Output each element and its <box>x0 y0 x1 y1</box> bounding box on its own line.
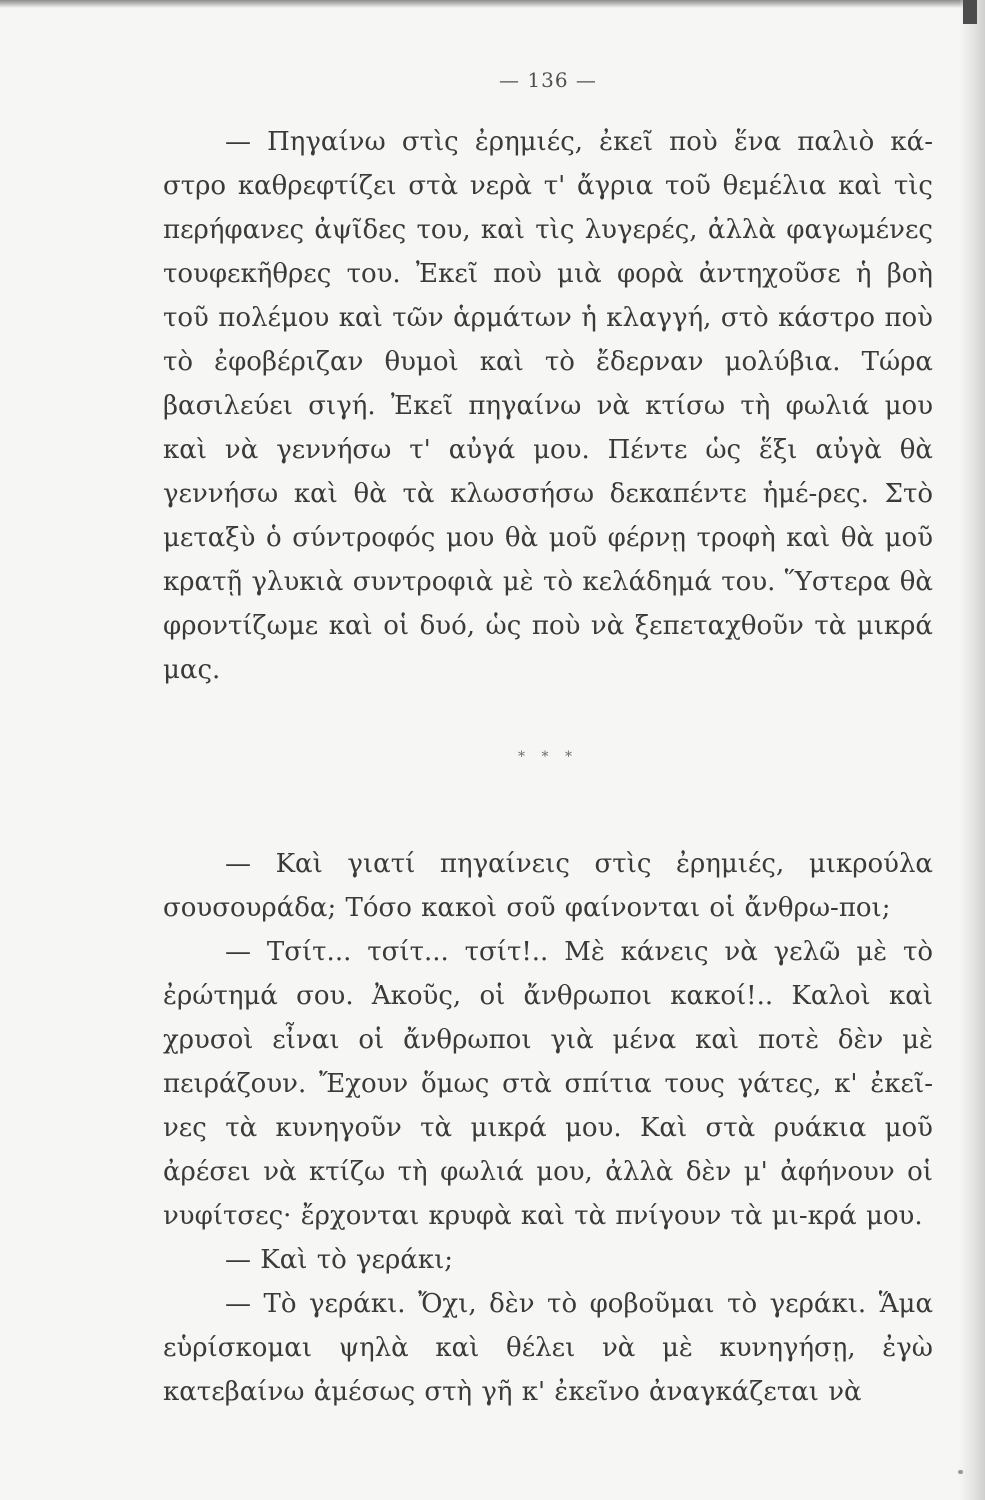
paragraph-nest-plan: — Πηγαίνω στὶς ἐρημιές, ἐκεῖ ποὺ ἕνα παλιὸ κά-στρο καθρεφτίζει στὰ νερὰ τ' ἄγρια τοῦ θεμέλια καὶ τὶς περήφανες ἀψῖδες του, καὶ τὶς λυγερές, ἀλλὰ φαγωμένες τουφεκῆθρες του. Ἐκεῖ ποὺ μιὰ φορὰ ἀντηχοῦσε ἡ βοὴ τοῦ πολέμου καὶ τῶν ἁρμάτων ἡ κλαγγή, στὸ κάστρο ποὺ τὸ ἐφοβέριζαν θυμοὶ καὶ τὸ ἔδερναν μολύβια. Τώρα βασιλεύει σιγή. Ἐκεῖ πηγαίνω νὰ κτίσω τὴ φωλιά μου καὶ νὰ γεννήσω τ' αὐγά μου. Πέντε ὡς ἕξι αὐγὰ θὰ γεννήσω καὶ θὰ τὰ κλωσσήσω δεκαπέντε ἡμέ-ρες. Στὸ μεταξὺ ὁ σύντροφός μου θὰ μοῦ φέρνῃ τροφὴ καὶ θὰ μοῦ κρατῇ γλυκιὰ συντροφιὰ μὲ τὸ κελάδημά του. Ὕστερα θὰ φροντίζωμε καὶ οἱ δυό, ὡς ποὺ νὰ ξεπεταχθοῦν τὰ μικρά μας. <box>163 127 933 685</box>
paragraph-answer-people: — Τσίτ... τσίτ... τσίτ!.. Μὲ κάνεις νὰ γελῶ μὲ τὸ ἐρώτημά σου. Ἀκοῦς, οἱ ἄνθρωποι κακοί!.. Καλοὶ καὶ χρυσοὶ εἶναι οἱ ἄνθρωποι γιὰ μένα καὶ ποτὲ δὲν μὲ πειράζουν. Ἔχουν ὅμως στὰ σπίτια τους γάτες, κ' ἐκεῖ-νες τὰ κυνηγοῦν τὰ μικρά μου. Καὶ στὰ ρυάκια μοῦ ἀρέσει νὰ κτίζω τὴ φωλιά μου, ἀλλὰ δὲν μ' ἀφήνουν οἱ νυφίτσες· ἔρχονται κρυφὰ καὶ τὰ πνίγουν τὰ μι-κρά μου. <box>163 937 933 1231</box>
section-separator: * * * <box>518 749 578 765</box>
page-number: — 136 — <box>499 68 597 92</box>
scan-right-edge <box>959 0 985 1500</box>
scan-top-edge <box>0 0 985 8</box>
scan-binding-mark <box>963 0 977 24</box>
paragraph-question-hawk: — Καὶ τὸ γεράκι; <box>225 1245 454 1275</box>
paragraph-answer-hawk: — Τὸ γεράκι. Ὄχι, δὲν τὸ φοβοῦμαι τὸ γεράκι. Ἅμα εὑρίσκομαι ψηλὰ καὶ θέλει νὰ μὲ κυνηγήσῃ, ἐγὼ κατεβαίνω ἀμέσως στὴ γῆ κ' ἐκεῖνο ἀναγκάζεται νὰ <box>163 1289 933 1407</box>
book-page <box>163 60 933 1414</box>
scan-speck <box>958 1470 963 1474</box>
paragraph-question: — Καὶ γιατί πηγαίνεις στὶς ἐρημιές, μικρούλα σουσουράδα; Τόσο κακοὶ σοῦ φαίνονται οἱ ἄνθρω-ποι; <box>163 849 933 923</box>
